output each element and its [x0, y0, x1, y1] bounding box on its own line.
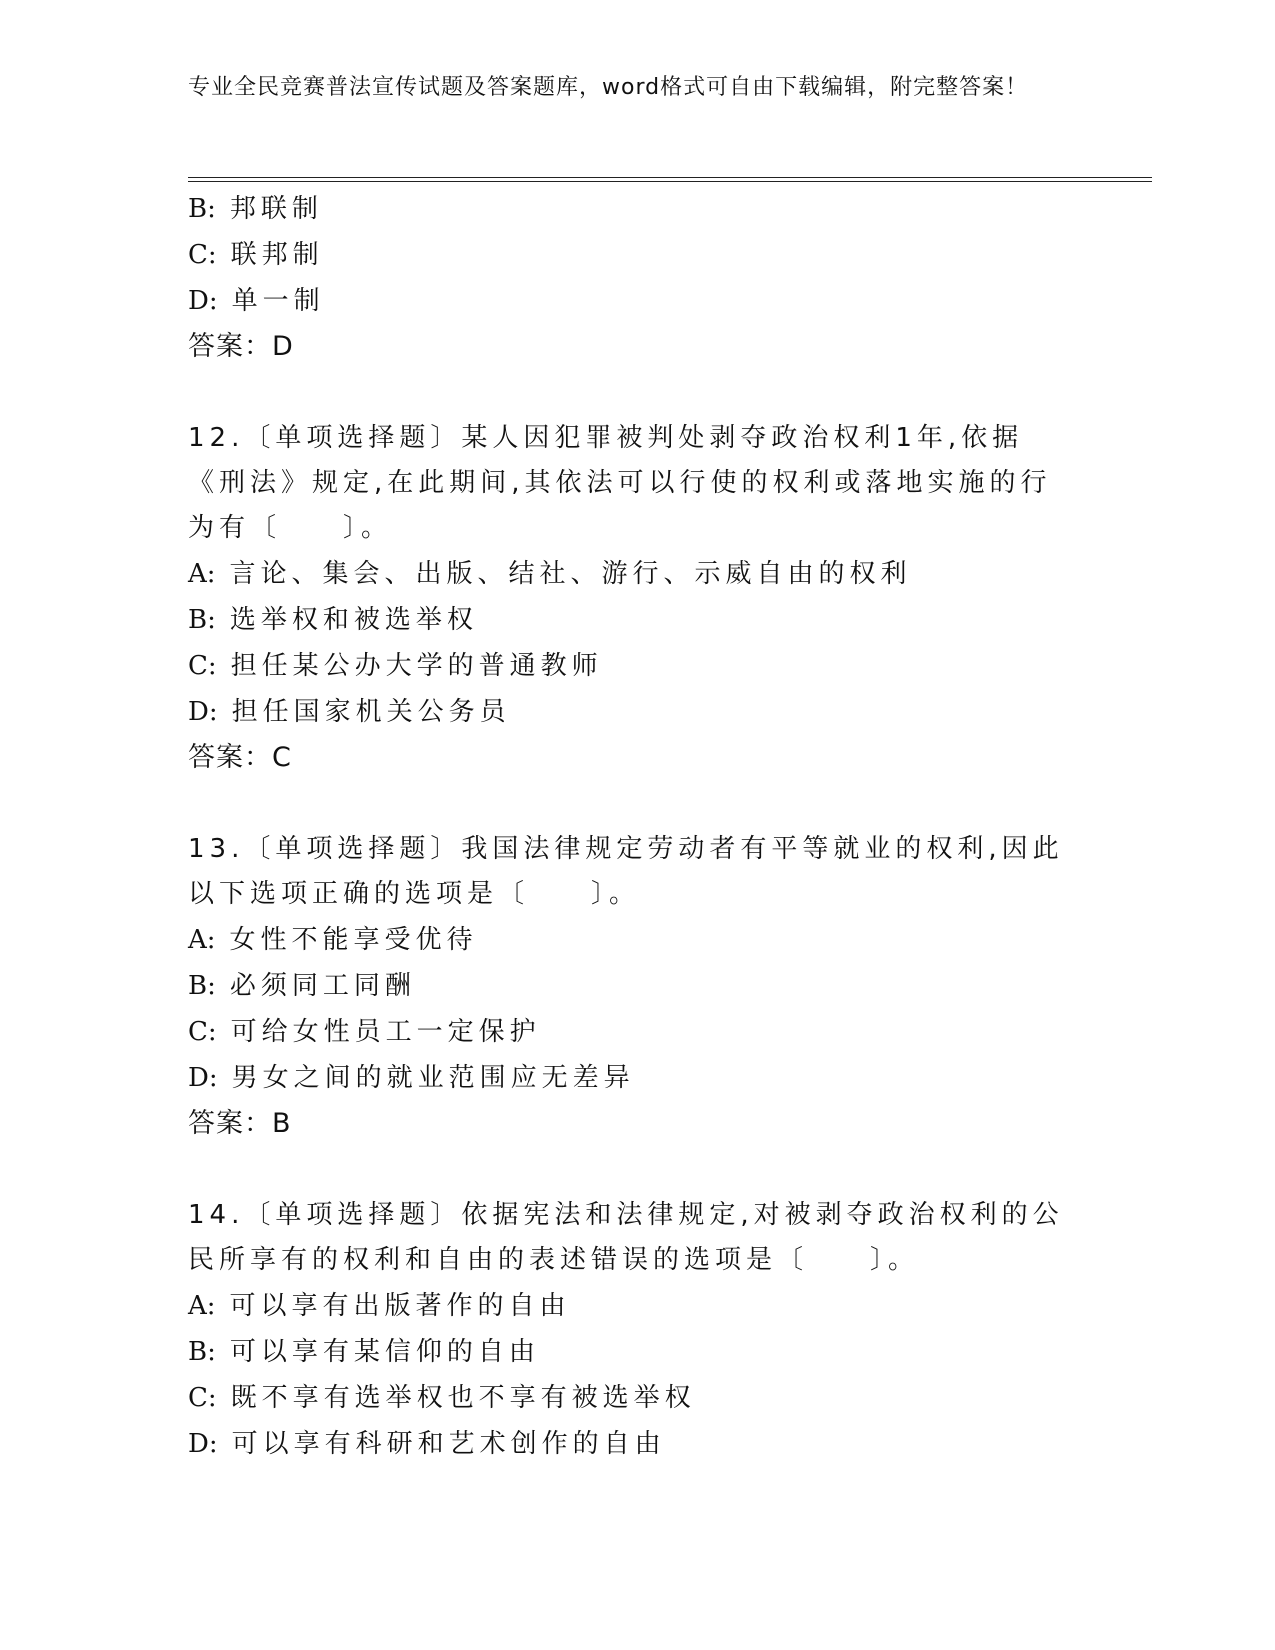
option-text: 男女之间的就业范围应无差异	[231, 1063, 635, 1093]
option-letter: D:	[188, 1429, 218, 1459]
answer-line: 答案：D	[188, 331, 294, 362]
answer-line: 答案：B	[188, 1108, 292, 1139]
header-divider	[188, 177, 1152, 182]
option-b	[188, 1329, 1068, 1375]
option-letter: D:	[188, 697, 218, 727]
option-d	[188, 278, 1068, 324]
option-d	[188, 1055, 1068, 1101]
option-letter: C:	[188, 1383, 217, 1413]
option-b	[188, 597, 1068, 643]
option-letter: B:	[188, 1337, 216, 1367]
page-header: 专业全民竞赛普法宣传试题及答案题库，word格式可自由下载编辑，附完整答案！	[188, 75, 1029, 100]
option-c	[188, 232, 1068, 278]
question-stem: 12.〔单项选择题〕某人因犯罪被判处剥夺政治权利1年,依据《刑法》规定,在此期间,其依法可以行使的权利或落地实施的行为有〔 〕。	[188, 423, 1052, 543]
option-c	[188, 1009, 1068, 1055]
option-text: 单一制	[231, 286, 325, 316]
option-letter: A:	[188, 1291, 216, 1321]
option-text: 可给女性员工一定保护	[230, 1017, 541, 1047]
option-text: 女性不能享受优待	[229, 925, 478, 955]
option-letter: C:	[188, 651, 217, 681]
question-11-tail	[188, 186, 1068, 370]
document-body	[188, 186, 1068, 1467]
option-text: 担任国家机关公务员	[231, 697, 511, 727]
option-letter: A:	[188, 559, 216, 589]
option-text: 可以享有某信仰的自由	[229, 1337, 540, 1367]
option-letter: D:	[188, 1063, 218, 1093]
option-letter: A:	[188, 925, 216, 955]
option-text: 邦联制	[229, 194, 323, 224]
option-a	[188, 1283, 1068, 1329]
option-a	[188, 551, 1068, 597]
option-text: 可以享有科研和艺术创作的自由	[231, 1429, 666, 1459]
option-d	[188, 1421, 1068, 1467]
option-text: 既不享有选举权也不享有被选举权	[230, 1383, 696, 1413]
option-d	[188, 689, 1068, 735]
option-letter: B:	[188, 194, 216, 224]
option-text: 选举权和被选举权	[229, 605, 478, 635]
option-letter: C:	[188, 240, 217, 270]
question-stem: 14.〔单项选择题〕依据宪法和法律规定,对被剥夺政治权利的公民所享有的权利和自由的表述错误的选项是〔 〕。	[188, 1200, 1064, 1275]
answer-line: 答案：C	[188, 742, 292, 773]
option-letter: D:	[188, 286, 218, 316]
option-text: 可以享有出版著作的自由	[229, 1291, 571, 1321]
question-14	[188, 1193, 1068, 1467]
option-b	[188, 963, 1068, 1009]
option-letter: C:	[188, 1017, 217, 1047]
option-c	[188, 643, 1068, 689]
option-text: 担任某公办大学的普通教师	[230, 651, 603, 681]
option-text: 言论、集会、出版、结社、游行、示威自由的权利	[229, 559, 912, 589]
option-letter: B:	[188, 971, 216, 1001]
option-a	[188, 917, 1068, 963]
question-13	[188, 827, 1068, 1147]
option-text: 联邦制	[230, 240, 324, 270]
option-b	[188, 186, 1068, 232]
question-stem: 13.〔单项选择题〕我国法律规定劳动者有平等就业的权利,因此以下选项正确的选项是〔 〕。	[188, 834, 1064, 909]
option-letter: B:	[188, 605, 216, 635]
option-c	[188, 1375, 1068, 1421]
question-12	[188, 416, 1068, 781]
option-text: 必须同工同酬	[229, 971, 416, 1001]
